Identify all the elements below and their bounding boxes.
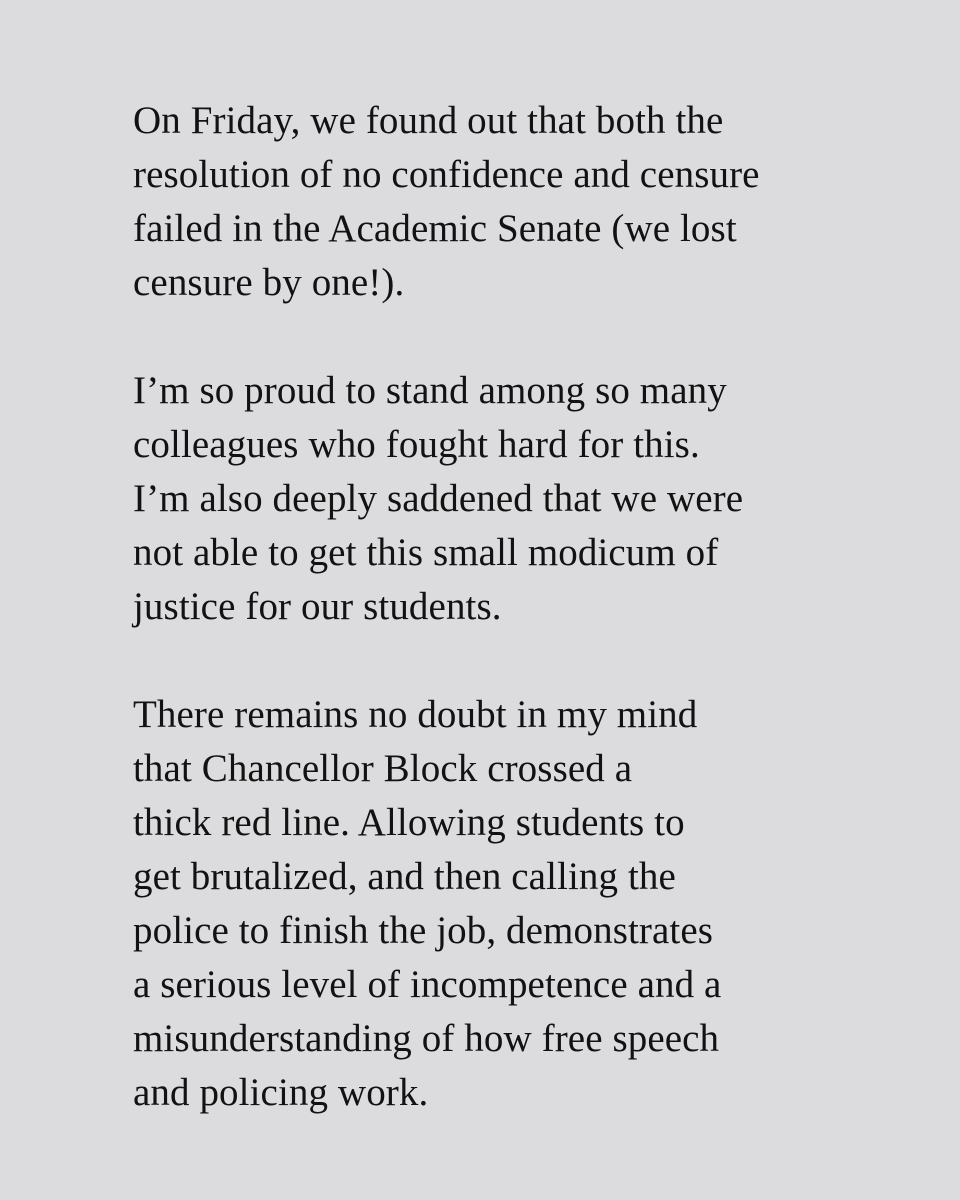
text-line: that Chancellor Block crossed a <box>133 747 633 790</box>
text-line: censure by one!). <box>133 261 405 304</box>
statement-text <box>133 94 873 1174</box>
text-line: justice for our students. <box>133 585 502 628</box>
text-line: misunderstanding of how free speech <box>133 1017 720 1060</box>
text-line: thick red line. Allowing students to <box>133 801 685 844</box>
text-line: resolution of no confidence and censure <box>133 153 760 196</box>
text-line: a serious level of incompetence and a <box>133 963 722 1006</box>
text-line: get brutalized, and then calling the <box>133 855 676 898</box>
text-line: police to finish the job, demonstrates <box>133 909 714 952</box>
text-line: colleagues who fought hard for this. <box>133 423 700 466</box>
text-line: not able to get this small modicum of <box>133 531 719 574</box>
text-line: failed in the Academic Senate (we lost <box>133 207 737 250</box>
text-line: I’m also deeply saddened that we were <box>133 477 744 520</box>
text-line: On Friday, we found out that both the <box>133 99 724 142</box>
text-line: There remains no doubt in my mind <box>133 693 698 736</box>
text-line: and policing work. <box>133 1071 429 1114</box>
paragraph-colleagues <box>133 364 873 634</box>
paragraph-senate-vote <box>133 94 873 310</box>
paragraph-chancellor <box>133 688 873 1120</box>
text-line: I’m so proud to stand among so many <box>133 369 727 412</box>
